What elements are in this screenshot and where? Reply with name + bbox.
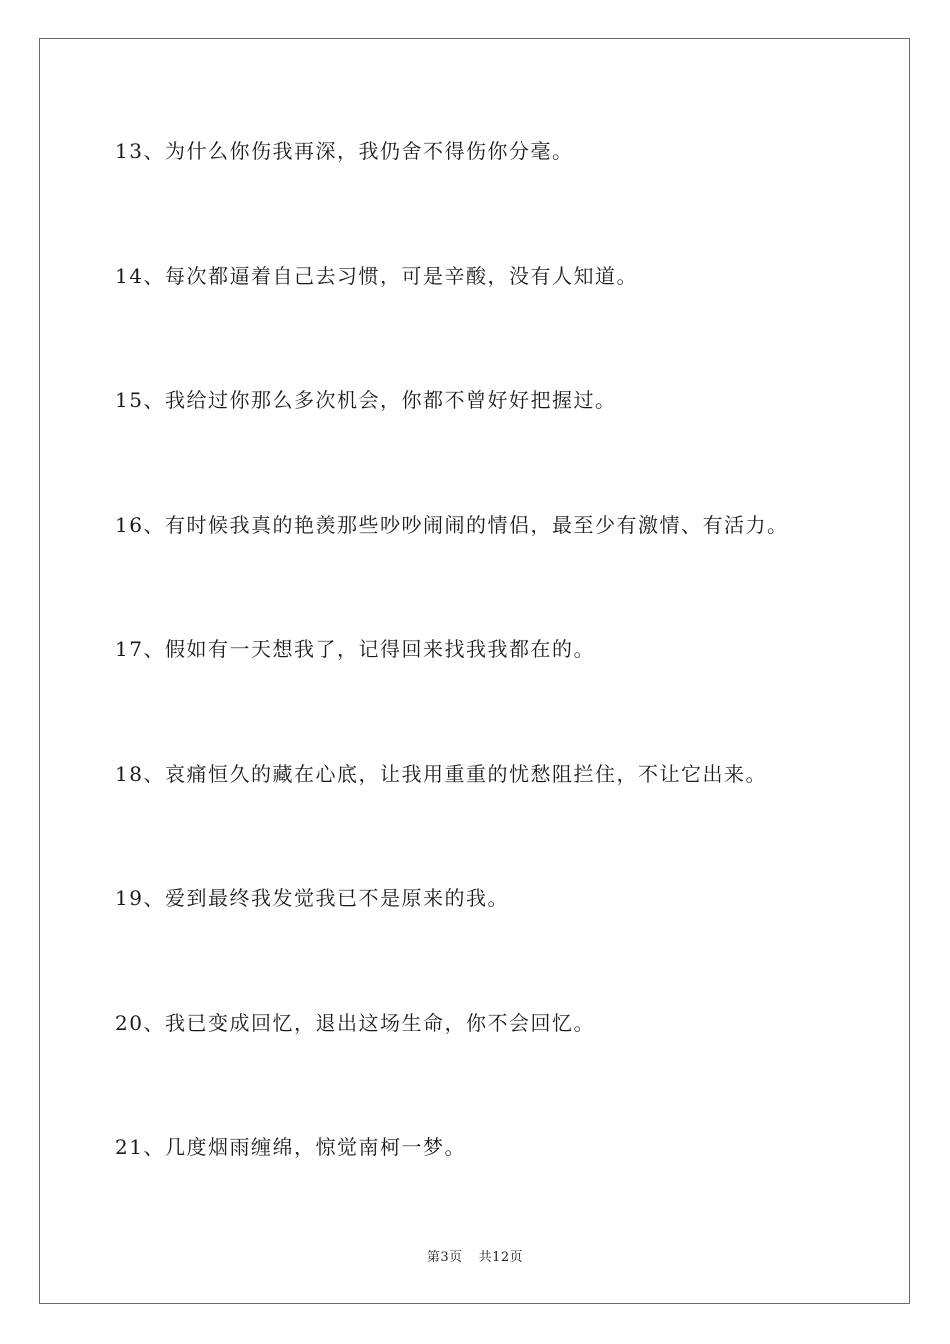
list-item: 19、爱到最终我发觉我已不是原来的我。 — [115, 886, 509, 910]
list-item: 20、我已变成回忆，退出这场生命，你不会回忆。 — [115, 1010, 595, 1035]
list-item: 16、有时候我真的艳羡那些吵吵闹闹的情侣，最至少有激情、有活力。 — [115, 512, 789, 537]
total-pages-label: 共12页 — [478, 1250, 524, 1265]
list-item: 17、假如有一天想我了，记得回来找我我都在的。 — [115, 637, 595, 661]
page-footer — [0, 1246, 950, 1265]
list-item: 14、每次都逼着自己去习惯，可是辛酸，没有人知道。 — [115, 263, 638, 288]
list-item: 15、我给过你那么多次机会，你都不曾好好把握过。 — [115, 388, 617, 412]
list-item: 21、几度烟雨缠绵，惊觉南柯一梦。 — [115, 1135, 466, 1159]
current-page-label: 第3页 — [426, 1250, 463, 1265]
list-item: 18、哀痛恒久的藏在心底，让我用重重的忧愁阻拦住，不让它出来。 — [115, 761, 767, 786]
entry-list — [115, 128, 905, 1249]
list-item: 13、为什么你伤我再深，我仍舍不得伤你分毫。 — [115, 139, 574, 163]
